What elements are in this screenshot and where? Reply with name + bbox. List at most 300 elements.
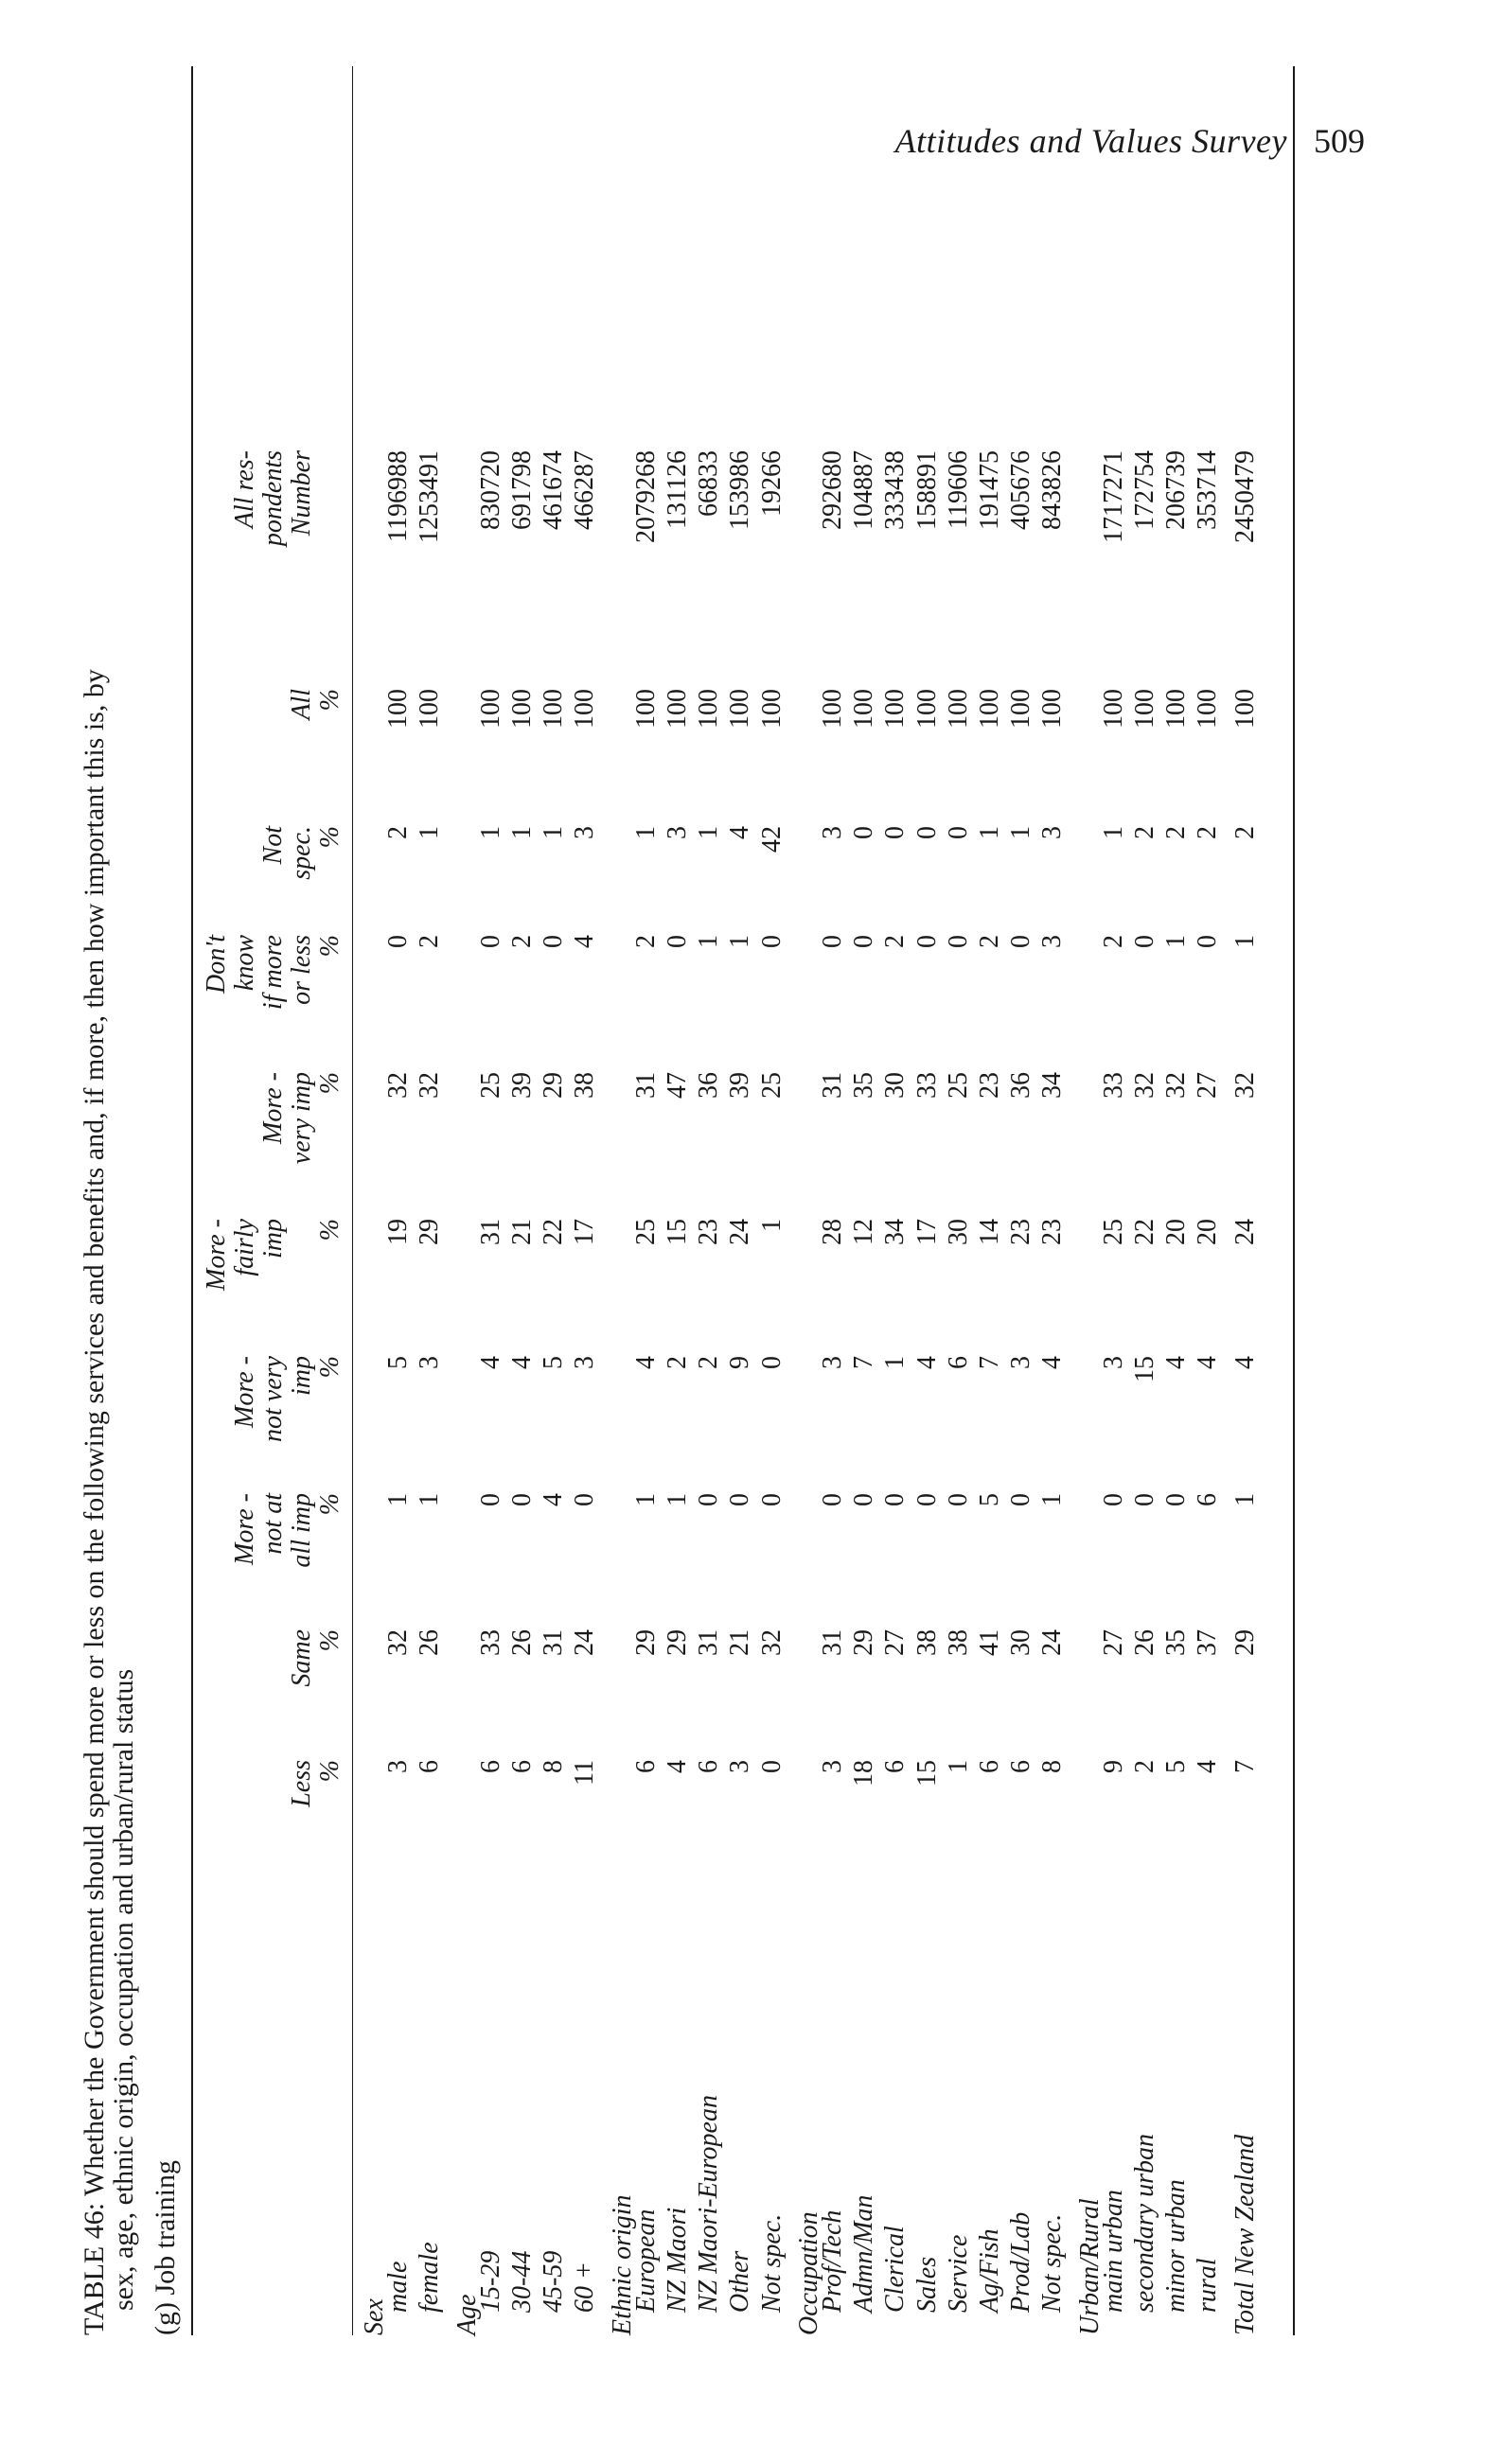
row-label: 15-29 [475, 2250, 505, 2313]
table-cell: 26 [1130, 1629, 1159, 1656]
table-cell: 8 [1037, 1760, 1068, 1773]
table-cell: 6 [630, 1760, 661, 1773]
table-cell: 3 [663, 826, 692, 839]
table-cell: 0 [756, 1493, 787, 1506]
table-cell: 2 [507, 935, 537, 948]
table-cell: 27 [1098, 1629, 1128, 1656]
row-label: male [383, 2261, 414, 2313]
table-cell: 26 [507, 1629, 537, 1656]
table-cell: 4 [1193, 1356, 1223, 1369]
table-cell: 2 [1130, 826, 1159, 839]
table-cell: 1 [880, 1356, 911, 1369]
table-subtitle: (g) Job training [150, 2160, 181, 2335]
table-cell: 100 [1193, 689, 1223, 729]
table-cell: 100 [1037, 689, 1068, 729]
row-label: Prod/Lab [1006, 2211, 1036, 2313]
table-cell: 100 [911, 689, 942, 729]
table-cell: 0 [1006, 935, 1036, 948]
row-label: female [415, 2242, 445, 2313]
table-cell: 3 [570, 1356, 600, 1369]
table-cell: 0 [475, 1493, 505, 1506]
table-cell: 3 [818, 1760, 847, 1773]
table-cell: 0 [756, 1760, 787, 1773]
table-cell: 15 [911, 1760, 942, 1786]
table-cell: 0 [756, 935, 787, 948]
table-cell: 100 [570, 689, 600, 729]
table-cell: 3 [1006, 1356, 1036, 1369]
table-cell: 32 [415, 1072, 445, 1099]
table-cell: 1 [1229, 1493, 1260, 1506]
table-cell: 7 [849, 1356, 879, 1369]
table-cell: 4 [663, 1760, 692, 1773]
table-cell: 1 [539, 826, 569, 839]
column-header-line: % [315, 1760, 345, 1783]
table-cell: 22 [539, 1219, 569, 1245]
table-cell: 17 [570, 1219, 600, 1245]
table-cell: 32 [383, 1629, 414, 1656]
table-cell: 3 [415, 1356, 445, 1369]
table-cell: 100 [539, 689, 569, 729]
table-cell: 3 [1098, 1356, 1128, 1369]
table-cell: 36 [694, 1072, 724, 1099]
column-header-line: Less [287, 1760, 316, 1807]
table-cell: 0 [943, 935, 973, 948]
column-header-line: imp [258, 1219, 288, 1258]
table-cell: 104887 [849, 450, 879, 530]
table-cell: 206739 [1161, 450, 1192, 530]
column-header-line: All [287, 689, 316, 720]
table-cell: 4 [630, 1356, 661, 1369]
row-group-label: Occupation [793, 2211, 823, 2335]
table-cell: 3 [818, 826, 847, 839]
table-cell: 6 [975, 1760, 1004, 1773]
table-cell: 35 [849, 1072, 879, 1099]
row-label: Sales [911, 2256, 942, 2313]
table-cell: 292680 [818, 450, 847, 530]
column-header-line: spec. [287, 826, 316, 880]
table-cell: 100 [383, 689, 414, 729]
table-cell: 25 [475, 1072, 505, 1099]
table-cell: 0 [943, 1493, 973, 1506]
table-cell: 29 [415, 1219, 445, 1245]
column-header-line: imp [287, 1356, 316, 1396]
table-cell: 1196988 [383, 450, 414, 542]
column-header-line: % [315, 826, 345, 849]
table-cell: 1 [630, 1493, 661, 1506]
table-cell: 100 [1098, 689, 1128, 729]
total-row-label: Total New Zealand [1229, 2134, 1260, 2335]
table-cell: 100 [1229, 689, 1260, 729]
table-cell: 1 [630, 826, 661, 839]
table-cell: 1 [756, 1219, 787, 1232]
table-cell: 24 [725, 1219, 755, 1245]
table-cell: 0 [818, 935, 847, 948]
table-cell: 6 [1193, 1493, 1223, 1506]
table-cell: 23 [1037, 1219, 1068, 1245]
column-header-line: % [315, 1356, 345, 1379]
row-label: secondary urban [1130, 2134, 1159, 2313]
row-group-label: Age [451, 2294, 482, 2335]
header-rule [352, 66, 353, 2335]
table-cell: 34 [880, 1219, 911, 1245]
row-group-label: Sex [360, 2298, 389, 2335]
table-cell: 1 [725, 935, 755, 948]
column-header-line: if more [258, 935, 288, 1011]
table-cell: 100 [943, 689, 973, 729]
row-label: minor urban [1161, 2179, 1192, 2313]
table-cell: 39 [507, 1072, 537, 1099]
table-cell: 0 [1006, 1493, 1036, 1506]
table-cell: 1 [694, 826, 724, 839]
column-header-line: More - [258, 1072, 288, 1144]
table-cell: 4 [570, 935, 600, 948]
table-cell: 0 [818, 1493, 847, 1506]
table-cell: 32 [1161, 1072, 1192, 1099]
table-cell: 29 [663, 1629, 692, 1656]
table-cell: 32 [383, 1072, 414, 1099]
table-cell: 0 [880, 1493, 911, 1506]
table-cell: 32 [1130, 1072, 1159, 1099]
table-cell: 333438 [880, 450, 911, 530]
table-cell: 66833 [694, 450, 724, 517]
column-header-line: Don't [202, 935, 231, 994]
table-cell: 23 [975, 1072, 1004, 1099]
table-cell: 29 [1229, 1629, 1260, 1656]
table-cell: 9 [1098, 1760, 1128, 1773]
row-group-label: Urban/Rural [1074, 2198, 1105, 2335]
table-cell: 0 [694, 1493, 724, 1506]
table-cell: 33 [1098, 1072, 1128, 1099]
table-cell: 20 [1161, 1219, 1192, 1245]
table-cell: 191475 [975, 450, 1004, 530]
table-cell: 0 [911, 935, 942, 948]
column-header-line: % [315, 689, 345, 712]
table-cell: 119606 [943, 450, 973, 529]
table-cell: 24 [1037, 1629, 1068, 1656]
table-cell: 29 [539, 1072, 569, 1099]
table-cell: 4 [1229, 1356, 1260, 1369]
row-label: European [630, 2209, 661, 2313]
table-cell: 0 [725, 1493, 755, 1506]
table-cell: 9 [725, 1356, 755, 1369]
table-cell: 2 [1130, 1760, 1159, 1773]
row-label: NZ Maori [663, 2207, 692, 2313]
column-header-line: More - [202, 1219, 231, 1291]
table-cell: 24 [1229, 1219, 1260, 1245]
column-header-line: All res- [230, 450, 259, 529]
table-cell: 25 [943, 1072, 973, 1099]
table-cell: 23 [1006, 1219, 1036, 1245]
table-cell: 39 [725, 1072, 755, 1099]
table-cell: 843826 [1037, 450, 1068, 530]
caption-line-1: TABLE 46: Whether the Government should spend more or less on the following services and benefits and, if more, then how important this is, by [79, 669, 110, 2335]
table-cell: 32 [756, 1629, 787, 1656]
table-cell: 18 [849, 1760, 879, 1786]
table-cell: 27 [880, 1629, 911, 1656]
table-cell: 5 [383, 1356, 414, 1369]
table-cell: 20 [1193, 1219, 1223, 1245]
table-cell: 41 [975, 1629, 1004, 1656]
table-cell: 1 [383, 1493, 414, 1506]
row-group-label: Ethnic origin [607, 2194, 637, 2335]
table-cell: 2 [415, 935, 445, 948]
column-header-line: More - [230, 1493, 259, 1565]
column-header-line: % [315, 1072, 345, 1095]
table-cell: 19 [383, 1219, 414, 1245]
table-cell: 0 [911, 1493, 942, 1506]
row-label: rural [1193, 2258, 1223, 2313]
table-cell: 2 [1193, 826, 1223, 839]
column-header-line: % [315, 1219, 345, 1241]
row-label: 60 + [570, 2262, 600, 2313]
table-cell: 4 [725, 826, 755, 839]
table-cell: 0 [570, 1493, 600, 1506]
column-header-line: not very [258, 1356, 288, 1442]
table-caption [80, 64, 138, 2335]
table-cell: 11 [570, 1760, 600, 1786]
table-cell: 3 [570, 826, 600, 839]
table-cell: 1 [1161, 935, 1192, 948]
table-cell: 1 [663, 1493, 692, 1506]
page-number: 509 [1314, 122, 1365, 160]
table-cell: 4 [507, 1356, 537, 1369]
table-cell: 7 [1229, 1760, 1260, 1773]
table-cell: 100 [694, 689, 724, 729]
table-cell: 1 [1229, 935, 1260, 948]
table-cell: 2079268 [630, 450, 661, 543]
table-cell: 6 [415, 1760, 445, 1773]
table-cell: 6 [1006, 1760, 1036, 1773]
table-cell: 29 [630, 1629, 661, 1656]
table-cell: 38 [943, 1629, 973, 1656]
table-cell: 158891 [911, 450, 942, 530]
column-header-line: all imp [287, 1493, 316, 1568]
table-cell: 2 [630, 935, 661, 948]
table-cell: 22 [1130, 1219, 1159, 1245]
column-header-line: or less [287, 935, 316, 1005]
table-cell: 100 [1161, 689, 1192, 729]
table-cell: 4 [539, 1493, 569, 1506]
table-cell: 38 [570, 1072, 600, 1099]
table-cell: 4 [1193, 1760, 1223, 1773]
table-cell: 2 [1229, 826, 1260, 839]
table-cell: 0 [1193, 935, 1223, 948]
table-cell: 4 [1037, 1356, 1068, 1369]
table-cell: 1 [415, 826, 445, 839]
table-cell: 1 [975, 826, 1004, 839]
table-cell: 33 [475, 1629, 505, 1656]
column-header-line: not at [258, 1493, 288, 1555]
table-cell: 153986 [725, 450, 755, 530]
table-cell: 1 [1098, 826, 1128, 839]
row-label: Not spec. [756, 2213, 787, 2313]
table-cell: 6 [507, 1760, 537, 1773]
table-cell: 25 [1098, 1219, 1128, 1245]
table-cell: 1 [943, 1760, 973, 1773]
column-header-line: % [315, 1493, 345, 1516]
table-cell: 0 [911, 826, 942, 839]
column-header-line: Not [258, 826, 288, 865]
table-cell: 100 [663, 689, 692, 729]
table-cell: 21 [507, 1219, 537, 1245]
table-cell: 2450479 [1229, 450, 1260, 543]
column-header-line: very imp [287, 1072, 316, 1165]
column-header-line: More - [230, 1356, 259, 1428]
table-cell: 100 [415, 689, 445, 729]
table-cell: 100 [725, 689, 755, 729]
table-cell: 47 [663, 1072, 692, 1099]
table-cell: 30 [1006, 1629, 1036, 1656]
row-label: 45-59 [539, 2250, 569, 2313]
table-cell: 27 [1193, 1072, 1223, 1099]
table-cell: 100 [1006, 689, 1036, 729]
table-cell: 2 [383, 826, 414, 839]
table-cell: 1 [1006, 826, 1036, 839]
table-cell: 3 [1037, 935, 1068, 948]
table-cell: 100 [880, 689, 911, 729]
table-cell: 33 [911, 1072, 942, 1099]
table-cell: 34 [1037, 1072, 1068, 1099]
table-cell: 12 [849, 1219, 879, 1245]
table-cell: 2 [663, 1356, 692, 1369]
table-cell: 172754 [1130, 450, 1159, 530]
table-cell: 1253491 [415, 450, 445, 543]
table-cell: 26 [415, 1629, 445, 1656]
table-cell: 4 [911, 1356, 942, 1369]
column-header-line: % [315, 1629, 345, 1652]
table-cell: 36 [1006, 1072, 1036, 1099]
table-cell: 0 [849, 1493, 879, 1506]
table-cell: 100 [975, 689, 1004, 729]
table-cell: 4 [475, 1356, 505, 1369]
top-rule [191, 66, 193, 2335]
table-cell: 2 [1098, 935, 1128, 948]
table-cell: 0 [849, 826, 879, 839]
table-cell: 31 [539, 1629, 569, 1656]
table-cell: 5 [975, 1493, 1004, 1506]
table-cell: 17 [911, 1219, 942, 1245]
table-cell: 30 [880, 1072, 911, 1099]
table-cell: 0 [756, 1356, 787, 1369]
table-cell: 100 [475, 689, 505, 729]
table-cell: 100 [507, 689, 537, 729]
table-cell: 0 [475, 935, 505, 948]
table-cell: 466287 [570, 450, 600, 530]
table-cell: 100 [630, 689, 661, 729]
table-cell: 100 [818, 689, 847, 729]
table-cell: 100 [849, 689, 879, 729]
table-cell: 3 [818, 1356, 847, 1369]
table-cell: 1 [415, 1493, 445, 1506]
table-cell: 4 [1161, 1356, 1192, 1369]
table-cell: 100 [756, 689, 787, 729]
table-cell: 2 [1161, 826, 1192, 839]
table-cell: 31 [475, 1219, 505, 1245]
table-cell: 31 [818, 1629, 847, 1656]
row-label: Prof/Tech [818, 2209, 847, 2313]
table-cell: 0 [663, 935, 692, 948]
table-cell: 30 [943, 1219, 973, 1245]
table-cell: 37 [1193, 1629, 1223, 1656]
table-cell: 7 [975, 1356, 1004, 1369]
table-cell: 0 [539, 935, 569, 948]
table-cell: 6 [475, 1760, 505, 1773]
table-cell: 0 [1130, 935, 1159, 948]
table-cell: 3 [1037, 826, 1068, 839]
table-cell: 0 [943, 826, 973, 839]
table-cell: 31 [818, 1072, 847, 1099]
table-cell: 3 [383, 1760, 414, 1773]
table-cell: 0 [1098, 1493, 1128, 1506]
table-cell: 3 [725, 1760, 755, 1773]
table-cell: 0 [849, 935, 879, 948]
table-cell: 0 [1161, 1493, 1192, 1506]
table-cell: 21 [725, 1629, 755, 1656]
row-label: Service [943, 2234, 973, 2313]
running-head-title: Attitudes and Values Survey [894, 122, 1287, 160]
table-cell: 15 [1130, 1356, 1159, 1382]
table-cell: 353714 [1193, 450, 1223, 530]
table-cell: 5 [539, 1356, 569, 1369]
table-cell: 1 [694, 935, 724, 948]
table-cell: 31 [694, 1629, 724, 1656]
table-cell: 100 [1130, 689, 1159, 729]
column-header-line: % [315, 935, 345, 958]
row-label: Clerical [880, 2226, 911, 2313]
table-cell: 31 [630, 1072, 661, 1099]
table-cell: 42 [756, 826, 787, 853]
table-cell: 2 [694, 1356, 724, 1369]
table-cell: 1717271 [1098, 450, 1128, 543]
table-cell: 1 [1037, 1493, 1068, 1506]
table-cell: 0 [880, 826, 911, 839]
table-cell: 2 [880, 935, 911, 948]
table-cell: 19266 [756, 450, 787, 517]
table-cell: 0 [1130, 1493, 1159, 1506]
table-cell: 691798 [507, 450, 537, 530]
table-cell: 29 [849, 1629, 879, 1656]
table-cell: 6 [943, 1356, 973, 1369]
table-cell: 6 [880, 1760, 911, 1773]
row-label: Other [725, 2250, 755, 2313]
row-label: 30-44 [507, 2250, 537, 2313]
row-label: Not spec. [1037, 2213, 1068, 2313]
table-cell: 14 [975, 1219, 1004, 1245]
table-cell: 25 [756, 1072, 787, 1099]
table-cell: 0 [383, 935, 414, 948]
table-cell: 25 [630, 1219, 661, 1245]
table-cell: 1 [507, 826, 537, 839]
row-label: main urban [1098, 2190, 1128, 2313]
table-cell: 38 [911, 1629, 942, 1656]
table-cell: 15 [663, 1219, 692, 1245]
table-cell: 830720 [475, 450, 505, 530]
bottom-rule [1293, 66, 1295, 2335]
table-cell: 405676 [1006, 450, 1036, 530]
column-header-line: pondents [258, 450, 288, 547]
rotated-table-page [80, 64, 1405, 2335]
row-label: NZ Maori-European [694, 2095, 724, 2313]
table-cell: 32 [1229, 1072, 1260, 1099]
caption-line-2: sex, age, ethnic origin, occupation and urban/rural status [108, 1668, 139, 2311]
table-cell: 28 [818, 1219, 847, 1245]
table-cell: 35 [1161, 1629, 1192, 1656]
column-header-line: fairly [230, 1219, 259, 1276]
table-cell: 461674 [539, 450, 569, 530]
row-label: Admn/Man [849, 2194, 879, 2313]
table-cell: 0 [507, 1493, 537, 1506]
table-cell: 23 [694, 1219, 724, 1245]
